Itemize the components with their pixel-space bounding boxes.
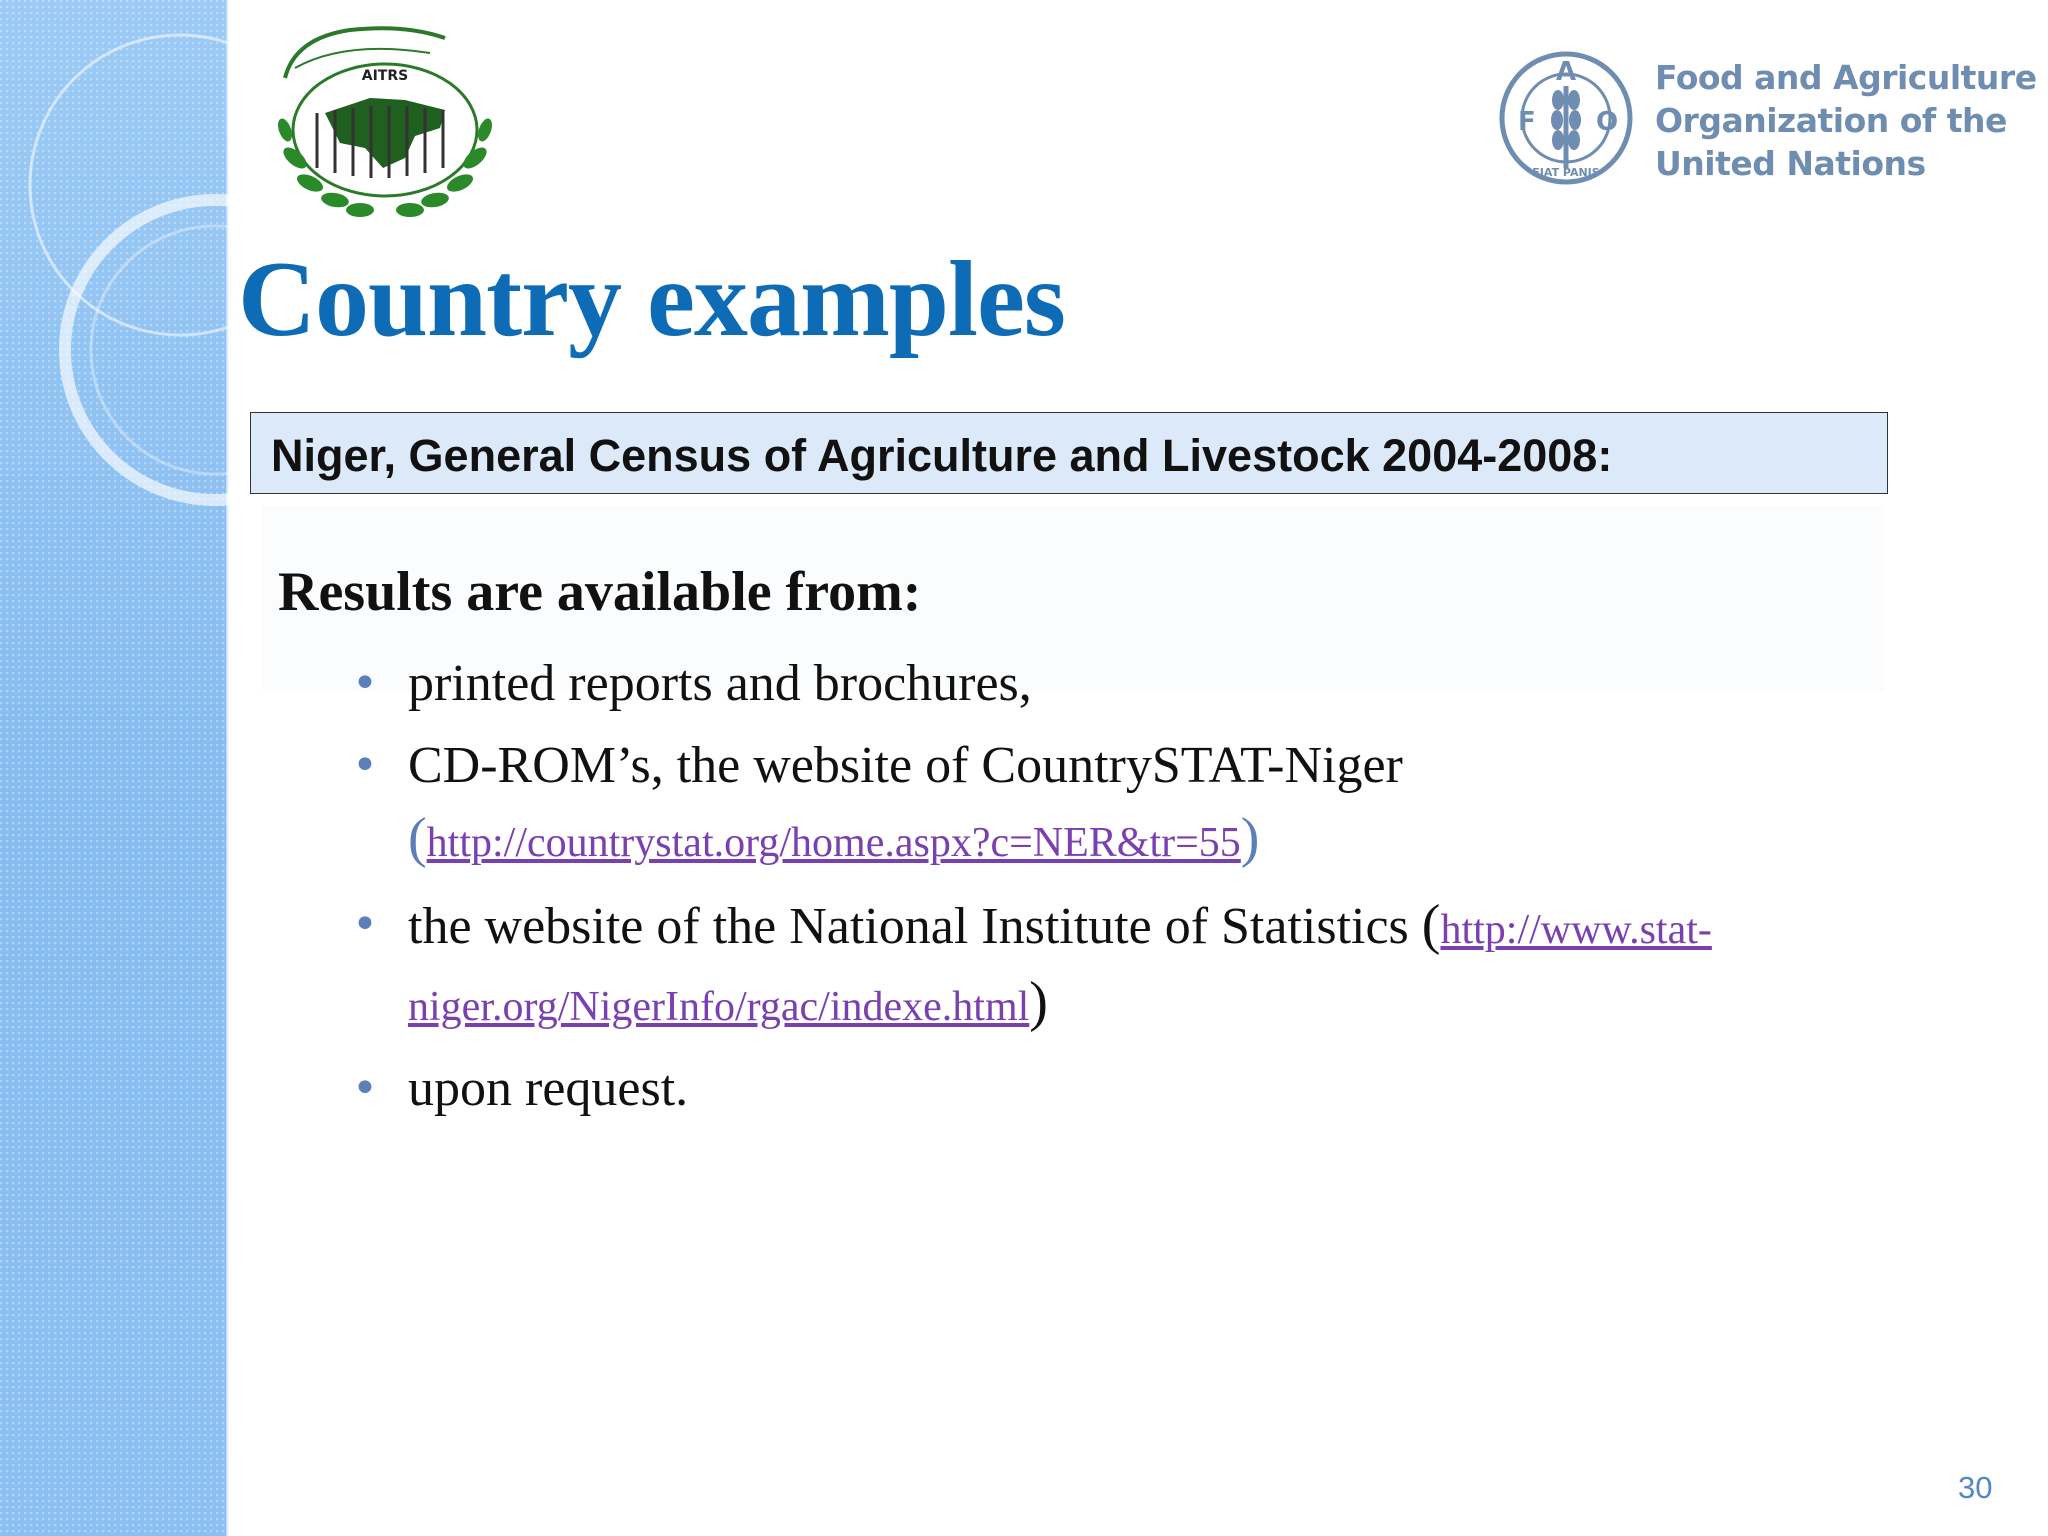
fao-motto: FIAT PANIS [1532,166,1600,179]
fao-letter-o: O [1596,107,1619,137]
slide-title: Country examples [238,240,1065,359]
fao-text-line-2: Organization of the [1655,101,2007,140]
bullet-text: the website of the National Institute of Statistics [408,898,1422,955]
fao-emblem-icon [1498,50,1634,186]
subtitle-text: Niger, General Census of Agriculture and Livestock 2004-2008: [271,430,1613,481]
page-number: 30 [1958,1470,1993,1505]
stat-niger-link-continued[interactable]: niger.org/NigerInfo/rgac/indexe.html [408,984,1030,1030]
bullet-text: printed reports and brochures, [408,655,1032,712]
fao-letter-f: F [1518,107,1536,137]
aitrs-logo-icon [255,18,515,228]
countrystat-link[interactable]: http://countrystat.org/home.aspx?c=NER&tr=55 [426,820,1241,866]
list-item [352,889,1882,1043]
stat-niger-link[interactable]: http://www.stat- [1440,907,1712,953]
decorative-rings [0,0,240,520]
paren-open: ( [1421,894,1441,956]
subtitle-box [250,412,1888,494]
bullet-list [352,648,1882,1135]
fao-text-line-3: United Nations [1655,144,1926,183]
paren-close: ) [1029,971,1048,1033]
list-item [352,730,1882,879]
list-item [352,648,1882,720]
paren-close: ) [1240,807,1260,869]
bullet-icon: • [352,658,378,709]
bullet-text: upon request. [408,1060,689,1117]
bullet-icon: • [352,740,378,791]
bullet-icon: • [352,1063,378,1114]
list-item [352,1053,1882,1125]
bullet-text: CD-ROM’s, the website of CountrySTAT-Niger [408,737,1403,794]
fao-text-line-1: Food and Agriculture [1655,58,2037,97]
paren-open: ( [408,807,427,869]
fao-letter-a: A [1556,57,1577,87]
results-heading: Results are available from: [278,561,922,623]
aitrs-label: AITRS [361,68,409,84]
fao-logo-text [1655,56,2037,185]
bullet-icon: • [352,899,378,950]
